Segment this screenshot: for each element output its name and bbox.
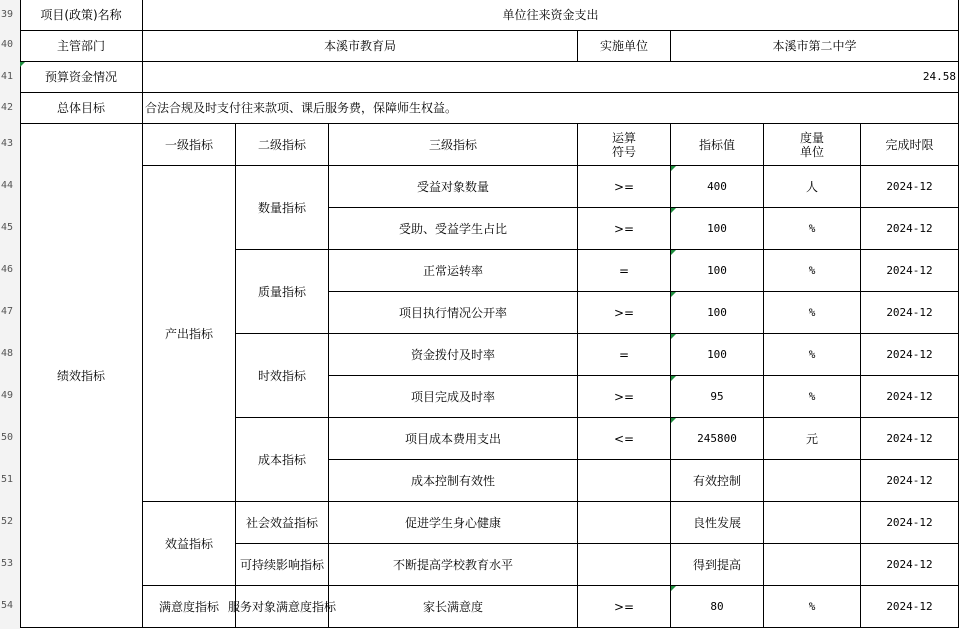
row-number[interactable]: 44 [1,180,14,191]
project-name-cell[interactable] [143,0,959,31]
level3-cell[interactable] [329,502,578,544]
level3: 正常运转率 [422,263,483,278]
impl-label: 实施单位 [599,39,648,53]
unit-cell[interactable] [764,502,861,544]
budget-cell[interactable] [143,62,959,93]
value: 400 [707,179,727,193]
value: 245800 [697,431,737,445]
level2-service-cell[interactable] [228,586,337,628]
header-level3-cell[interactable] [329,124,578,166]
deadline: 2024-12 [886,221,933,235]
level2-sustain-cell[interactable] [236,544,329,586]
level1-benefit-cell[interactable] [143,502,236,586]
deadline: 2024-12 [886,305,933,319]
op: >= [613,179,635,194]
deadline-cell[interactable] [861,544,959,586]
unit: 人 [805,179,818,194]
level3-cell[interactable] [329,376,578,418]
row-number[interactable]: 51 [1,474,14,485]
row-number[interactable]: 48 [1,348,14,359]
goal: 合法合规及时支付往来款项、课后服务费，保障师生权益。 [145,101,458,115]
budget: 24.58 [922,70,956,83]
value: 100 [707,263,727,277]
row-number[interactable]: 49 [1,390,14,401]
op-cell[interactable] [578,166,671,208]
unit: % [808,263,816,277]
level3: 成本控制有效性 [410,473,495,488]
header-unit: 度量单位 [799,130,824,159]
row-number[interactable]: 42 [1,102,14,113]
op: >= [613,389,635,404]
level3: 家长满意度 [422,599,483,614]
unit-cell[interactable] [764,586,861,628]
op: = [618,347,630,362]
row-number[interactable]: 54 [1,600,14,611]
row-number[interactable]: 43 [1,138,14,149]
row-number[interactable]: 53 [1,558,14,569]
level3: 项目执行情况公开率 [398,305,507,320]
row-number[interactable]: 41 [1,71,14,82]
goal-label-cell[interactable] [20,93,143,124]
green-triangle-marker [671,250,676,255]
level2-quality: 质量指标 [257,284,306,299]
goal-cell[interactable] [143,93,959,124]
unit-cell[interactable] [764,250,861,292]
dept: 本溪市教育局 [323,39,396,53]
value: 100 [707,347,727,361]
header-value-cell[interactable] [671,124,764,166]
level1-satisfaction: 满意度指标 [158,599,219,614]
op-cell[interactable] [578,502,671,544]
unit-cell[interactable] [764,376,861,418]
value: 80 [710,599,724,613]
value-cell[interactable] [671,544,764,586]
op-cell[interactable] [578,376,671,418]
green-triangle-marker [671,376,676,381]
op-cell[interactable] [578,292,671,334]
op-cell[interactable] [578,334,671,376]
value: 得到提高 [692,557,741,572]
value-cell[interactable] [671,376,764,418]
unit-cell[interactable] [764,208,861,250]
deadline-cell[interactable] [861,334,959,376]
level2-quality-cell[interactable] [236,250,329,334]
value: 100 [707,305,727,319]
level3: 受益对象数量 [416,179,489,194]
project-name-label-cell[interactable] [20,0,143,31]
level3-cell[interactable] [329,250,578,292]
impl: 本溪市第二中学 [772,39,857,53]
op-cell[interactable] [578,586,671,628]
deadline-cell[interactable] [861,460,959,502]
perf-label: 绩效指标 [56,368,105,383]
perf-label-cell[interactable] [20,124,143,628]
level3: 项目完成及时率 [410,389,495,404]
header-level2: 二级指标 [257,137,306,152]
level2-social: 社会效益指标 [245,515,318,530]
unit: % [808,221,816,235]
deadline: 2024-12 [886,389,933,403]
level3: 受助、受益学生占比 [398,221,507,236]
level1-benefit: 效益指标 [164,536,213,551]
deadline: 2024-12 [886,431,933,445]
level3: 资金拨付及时率 [410,347,495,362]
green-triangle-marker [671,418,676,423]
unit: % [808,389,816,403]
unit-cell[interactable] [764,418,861,460]
row-number[interactable]: 40 [1,39,14,50]
value-cell[interactable] [671,166,764,208]
value-cell[interactable] [671,250,764,292]
dept-label-cell[interactable] [20,31,143,62]
level3-cell[interactable] [329,292,578,334]
op: >= [613,599,635,614]
row-number[interactable]: 39 [1,9,14,20]
level3-cell[interactable] [329,544,578,586]
unit-cell[interactable] [764,544,861,586]
value-cell[interactable] [671,292,764,334]
dept-cell[interactable] [143,31,578,62]
deadline: 2024-12 [886,347,933,361]
green-triangle-marker [671,208,676,213]
level3-cell[interactable] [329,208,578,250]
op-cell[interactable] [578,418,671,460]
value: 100 [707,221,727,235]
green-triangle-marker [671,292,676,297]
op: <= [613,431,635,446]
level2-timeliness: 时效指标 [257,368,306,383]
value: 良性发展 [692,515,741,530]
budget-label-cell[interactable] [20,62,143,93]
deadline: 2024-12 [886,263,933,277]
op-cell[interactable] [578,250,671,292]
level3-cell[interactable] [329,460,578,502]
unit: % [808,599,816,613]
deadline: 2024-12 [886,515,933,529]
level2-quantity-cell[interactable] [236,166,329,250]
op: >= [613,221,635,236]
level3: 促进学生身心健康 [404,515,501,530]
deadline: 2024-12 [886,473,933,487]
unit-cell[interactable] [764,292,861,334]
value-cell[interactable] [671,418,764,460]
op-cell[interactable] [578,208,671,250]
level1-output-cell[interactable] [143,166,236,502]
header-level2-cell[interactable] [236,124,329,166]
value: 95 [710,389,724,403]
level3-cell[interactable] [329,418,578,460]
unit: % [808,347,816,361]
deadline-cell[interactable] [861,208,959,250]
goal-label: 总体目标 [56,101,105,115]
level2-quantity: 数量指标 [257,200,306,215]
op-cell[interactable] [578,460,671,502]
deadline: 2024-12 [886,179,933,193]
row-number[interactable]: 50 [1,432,14,443]
level2-service: 服务对象满意度指标 [228,599,337,614]
header-op-cell[interactable] [578,124,671,166]
header-deadline-cell[interactable] [861,124,959,166]
row-number[interactable]: 47 [1,306,14,317]
op: = [618,263,630,278]
green-triangle-marker [671,586,676,591]
deadline: 2024-12 [886,557,933,571]
unit-cell[interactable] [764,166,861,208]
value-cell[interactable] [671,460,764,502]
impl-cell[interactable] [671,31,959,62]
header-unit-cell[interactable] [764,124,861,166]
level2-social-cell[interactable] [236,502,329,544]
deadline-cell[interactable] [861,166,959,208]
unit-cell[interactable] [764,334,861,376]
level3-cell[interactable] [329,166,578,208]
header-value: 指标值 [698,137,735,152]
op-cell[interactable] [578,544,671,586]
header-level1: 一级指标 [164,137,213,152]
level2-cost-cell[interactable] [236,418,329,502]
project-name: 单位往来资金支出 [502,8,599,22]
unit-cell[interactable] [764,460,861,502]
value-cell[interactable] [671,334,764,376]
row-number[interactable]: 52 [1,516,14,527]
unit: 元 [805,431,818,446]
op: >= [613,305,635,320]
deadline-cell[interactable] [861,586,959,628]
deadline-cell[interactable] [861,418,959,460]
value-cell[interactable] [671,586,764,628]
deadline-cell[interactable] [861,502,959,544]
row-number[interactable]: 45 [1,222,14,233]
level3-cell[interactable] [329,334,578,376]
row-number[interactable]: 46 [1,264,14,275]
budget-label: 预算资金情况 [44,70,117,84]
green-triangle-marker [20,62,25,67]
level2-timeliness-cell[interactable] [236,334,329,418]
level2-cost: 成本指标 [257,452,306,467]
level2-sustain: 可持续影响指标 [239,557,324,572]
value-cell[interactable] [671,502,764,544]
dept-label: 主管部门 [56,39,105,53]
level1-satisfaction-cell[interactable] [143,586,236,628]
green-triangle-marker [671,166,676,171]
project-name-label: 项目(政策)名称 [40,8,122,22]
deadline-cell[interactable] [861,250,959,292]
header-op: 运算符号 [611,130,636,159]
level3: 项目成本费用支出 [404,431,501,446]
impl-label-cell[interactable] [578,31,671,62]
unit: % [808,305,816,319]
header-level1-cell[interactable] [143,124,236,166]
deadline-cell[interactable] [861,376,959,418]
value-cell[interactable] [671,208,764,250]
green-triangle-marker [671,334,676,339]
level3-cell[interactable] [329,586,578,628]
deadline: 2024-12 [886,599,933,613]
header-level3: 三级指标 [428,137,477,152]
header-deadline: 完成时限 [885,137,934,152]
deadline-cell[interactable] [861,292,959,334]
level3: 不断提高学校教育水平 [392,557,513,572]
level1-output: 产出指标 [164,326,213,341]
value: 有效控制 [692,473,741,488]
